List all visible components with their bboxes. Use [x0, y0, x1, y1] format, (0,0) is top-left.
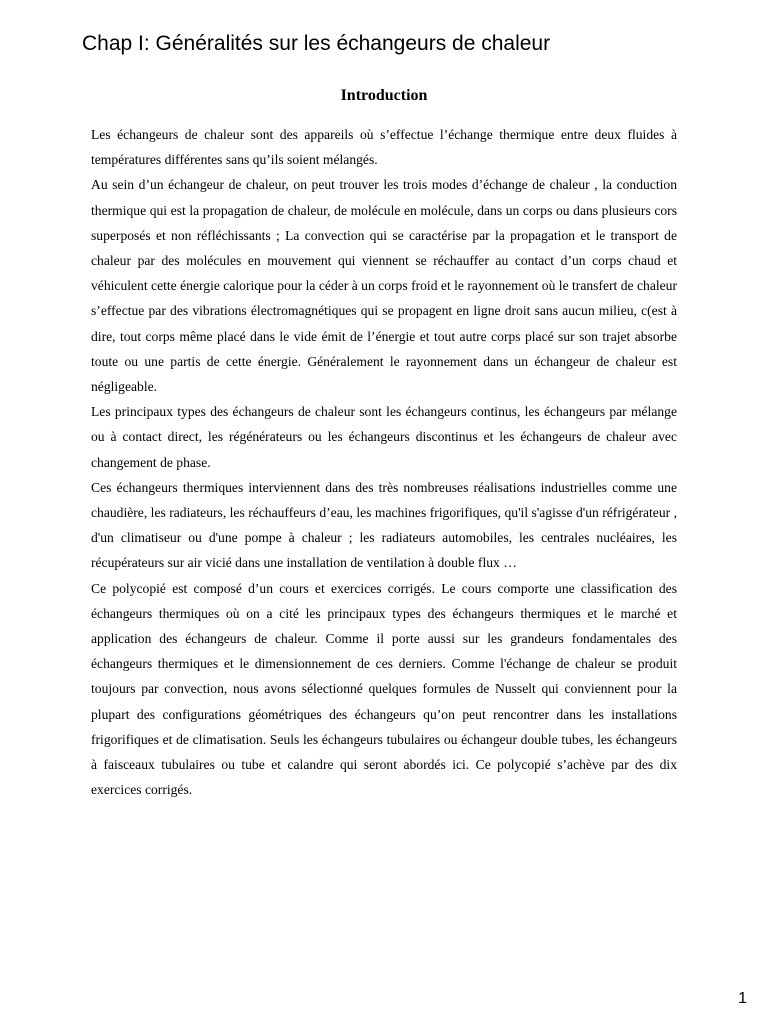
paragraph-exchanger-types: Les principaux types des échangeurs de chaleur sont les échangeurs continus, les échangeurs par mélange ou à contact direct, les régénérateurs ou les échangeurs discontinus et les échangeurs de chaleur avec changement de phase.	[91, 404, 677, 470]
paragraph-definition: Les échangeurs de chaleur sont des appareils où s’effectue l’échange thermique entre deux fluides à températures différentes sans qu’ils soient mélangés.	[91, 127, 677, 168]
paragraph-applications: Ces échangeurs thermiques interviennent dans des très nombreuses réalisations industrielles comme une chaudière, les radiateurs, les réchauffeurs d’eau, les machines frigorifiques, qu'il s'agisse d'un réfrigérateur , d'un climatiseur ou d'une pompe à chaleur ; les radiateurs automobiles, les centrales nucléaires, les récupérateurs sur air vicié dans une installation de ventilation à double flux …	[91, 479, 677, 571]
section-heading: Introduction	[340, 87, 428, 104]
paragraph-exchange-modes: Au sein d’un échangeur de chaleur, on peut trouver les trois modes d’échange de chaleur , la conduction thermique qui est la propagation de chaleur, de molécule en molécule, dans un corps ou dans plusieurs cors superposés et non réfléchissants ; La convection qui se caractérise par la propagation et le transport de chaleur par des molécules en mouvement qui viennent se réchauffer au contact d’un corps chaud et véhiculent cette énergie calorique pour la céder à un corps froid et le rayonnement où le transfert de chaleur s’effectue par des vibrations électromagnétiques qui se propagent en ligne droit sans aucun milieu, c(est à dire, tout corps même placé dans le vide émit de l’énergie et tout autre corps placé sur son trajet absorbe toute ou une partis de cette énergie. Généralement le rayonnement dans un échangeur de chaleur est négligeable.	[91, 177, 677, 395]
body-text	[91, 122, 677, 802]
paragraph-course-overview: Ce polycopié est composé d’un cours et exercices corrigés. Le cours comporte une classification des échangeurs thermiques où on a cité les principaux types des échangeurs thermiques et le marché et application des échangeurs de chaleur. Comme il porte aussi sur les grandeurs fondamentales des échangeurs thermiques et le dimensionnement de ces derniers. Comme l'échange de chaleur se produit toujours par convection, nous avons sélectionné quelques formules de Nusselt qui conviennent pour la plupart des configurations géométriques des échangeurs qu’on peut rencontrer dans les installations frigorifiques et de climatisation. Seuls les échangeurs tubulaires ou échangeur double tubes, les échangeurs à faisceaux tubulaires ou tube et calandre qui seront abordés ici. Ce polycopié s’achève par des dix exercices corrigés.	[91, 580, 677, 798]
chapter-title: Chap I: Généralités sur les échangeurs de chaleur	[82, 32, 551, 55]
page-number: 1	[738, 990, 747, 1007]
